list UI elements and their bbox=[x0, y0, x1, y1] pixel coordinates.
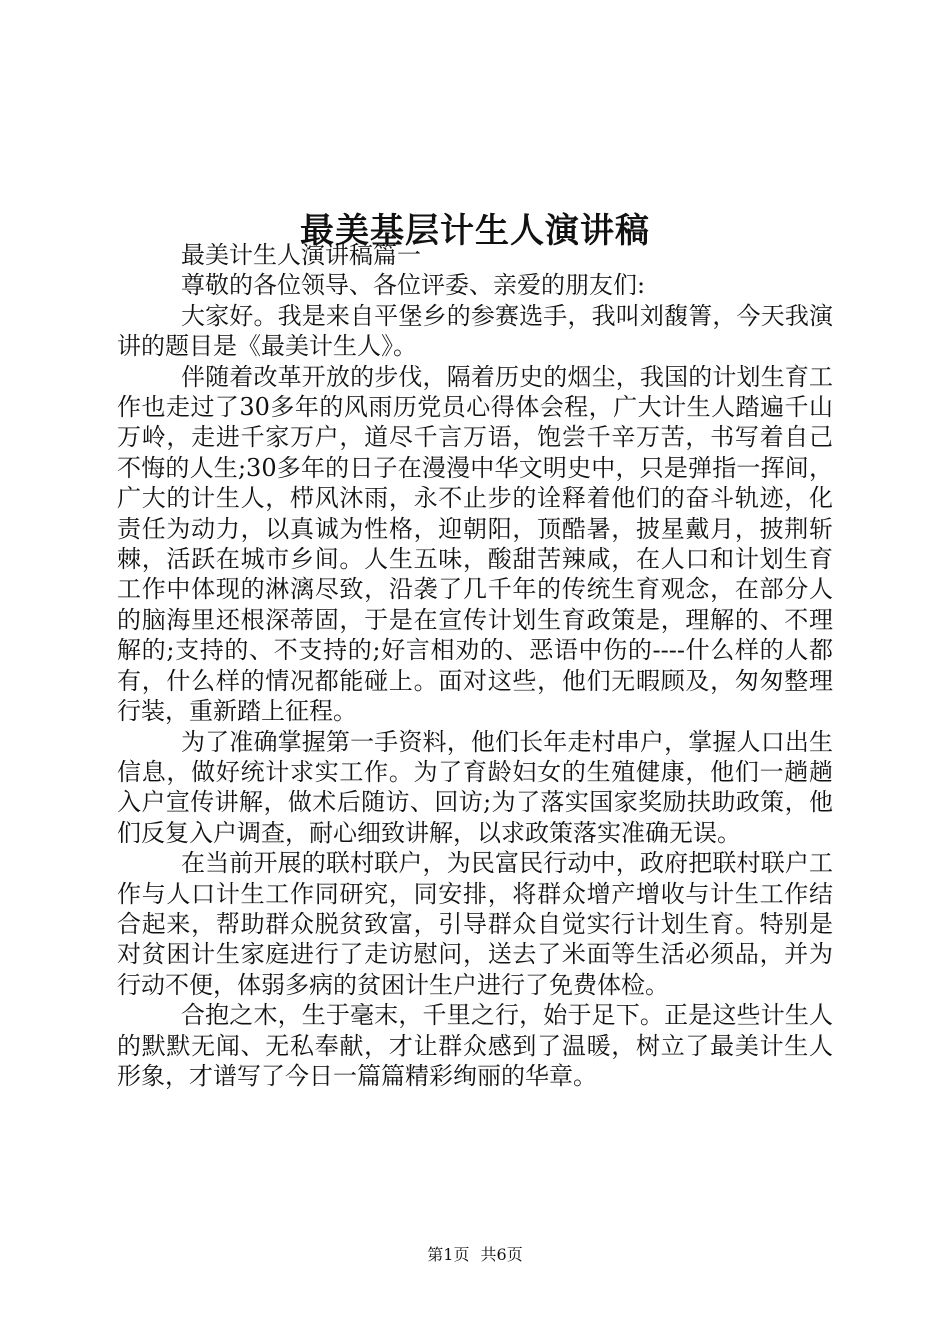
page-number: 第1页 bbox=[427, 1245, 470, 1264]
paragraph-introduction: 大家好。我是来自平堡乡的参赛选手，我叫刘馥箐，今天我演讲的题目是《最美计生人》。 bbox=[117, 301, 833, 361]
document-body bbox=[117, 240, 833, 1091]
paragraph-salutation: 尊敬的各位领导、各位评委、亲爱的朋友们: bbox=[181, 271, 646, 300]
page-total: 共6页 bbox=[480, 1245, 523, 1264]
paragraph-village-action: 在当前开展的联村联户，为民富民行动中，政府把联村联户工作与人口计生工作同研究，同安排，将群众增产增收与计生工作结合起来，帮助群众脱贫致富，引导群众自觉实行计划生育。特别是对贫困计生家庭进行了走访慰问，送去了米面等生活必须品，并为行动不便，体弱多病的贫困计生户进行了免费体检。 bbox=[117, 849, 833, 999]
paragraph-fieldwork: 为了准确掌握第一手资料，他们长年走村串户，掌握人口出生信息，做好统计求实工作。为了育龄妇女的生殖健康，他们一趟趟入户宣传讲解，做术后随访、回访;为了落实国家奖励扶助政策，他们反复入户调查，耐心细致讲解，以求政策落实准确无误。 bbox=[117, 727, 833, 847]
paragraph-history: 伴随着改革开放的步伐，隔着历史的烟尘，我国的计划生育工作也走过了30多年的风雨历党员心得体会程，广大计生人踏遍千山万岭，走进千家万户，道尽千言万语，饱尝千辛万苦，书写着自己不悔的人生;30多年的日子在漫漫中华文明史中，只是弹指一挥间，广大的计生人，栉风沐雨，永不止步的诠释着他们的奋斗轨迹，化责任为动力，以真诚为性格，迎朝阳，顶酷暑，披星戴月，披荆斩棘，活跃在城市乡间。人生五味，酸甜苦辣咸，在人口和计划生育工作中体现的淋漓尽致，沿袭了几千年的传统生育观念，在部分人的脑海里还根深蒂固，于是在宣传计划生育政策是，理解的、不理解的;支持的、不支持的;好言相劝的、恶语中伤的----什么样的人都有，什么样的情况都能碰上。面对这些，他们无暇顾及，匆匆整理行装，重新踏上征程。 bbox=[117, 362, 833, 726]
document-title: 最美基层计生人演讲稿 bbox=[300, 210, 650, 251]
page-footer bbox=[0, 1244, 950, 1266]
paragraph-subtitle: 最美计生人演讲稿篇一 bbox=[181, 241, 421, 269]
paragraph-conclusion: 合抱之木，生于毫末，千里之行，始于足下。正是这些计生人的默默无闻、无私奉献，才让群众感到了温暖，树立了最美计生人形象，才谱写了今日一篇篇精彩绚丽的华章。 bbox=[117, 1001, 833, 1090]
